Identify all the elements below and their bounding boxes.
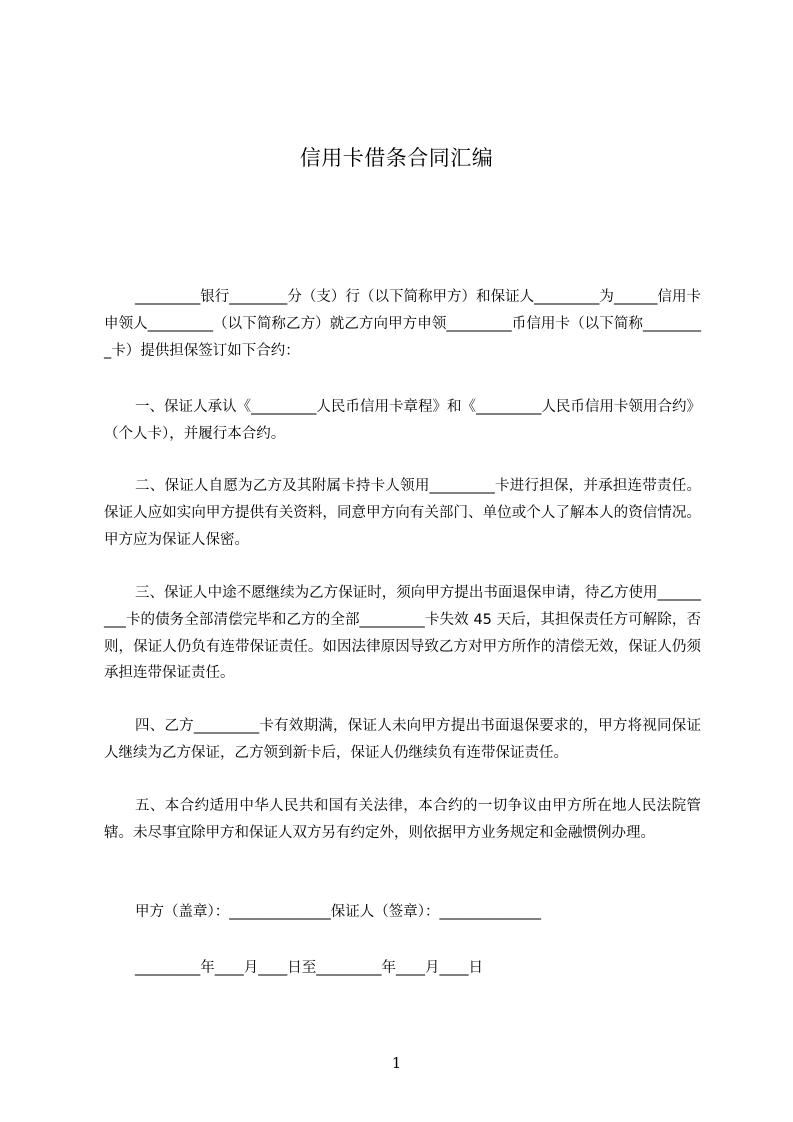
intro-paragraph: _________银行________分（支）行（以下简称甲方）和保证人_________为______信用卡申领人_________（以下简称乙方）就乙方向甲方申领_________币信用卡（以下简称_________卡）提供担保签订如下合约：	[104, 289, 701, 359]
clause-1: 一、保证人承认《_________人民币信用卡章程》和《_________人民币信用卡领用合约》（个人卡），并履行本合约。	[104, 399, 701, 442]
clause-4: 四、乙方_________卡有效期满，保证人未向甲方提出书面退保要求的，甲方将视同保证人继续为乙方保证，乙方领到新卡后，保证人仍继续负有连带保证责任。	[104, 718, 701, 761]
clause-3: 三、保证人中途不愿继续为乙方保证时，须向甲方提出书面退保申请，待乙方使用_________卡的债务全部清偿完毕和乙方的全部_________卡失效 45 天后，其担保责任方可解除，否则，保证人仍负有连带保证责任。如因法律原因导致乙方对甲方所作的清偿无效，保证人仍须承担连带保证责任。	[104, 585, 701, 682]
signature-line: 甲方（盖章）：______________保证人（签章）：______________	[135, 904, 541, 920]
document-title: 信用卡借条合同汇编	[299, 146, 494, 170]
date-line: _________年____月____日至_________年____月____日	[135, 960, 483, 976]
clause-5: 五、本合约适用中华人民共和国有关法律，本合约的一切争议由甲方所在地人民法院管辖。未尽事宜除甲方和保证人双方另有约定外，则依据甲方业务规定和金融惯例办理。	[104, 798, 701, 841]
clause-2: 二、保证人自愿为乙方及其附属卡持卡人领用_________卡进行担保，并承担连带责任。保证人应如实向甲方提供有关资料，同意甲方向有关部门、单位或个人了解本人的资信情况。甲方应为保证人保密。	[104, 478, 701, 548]
page-number: 1	[391, 1054, 402, 1072]
